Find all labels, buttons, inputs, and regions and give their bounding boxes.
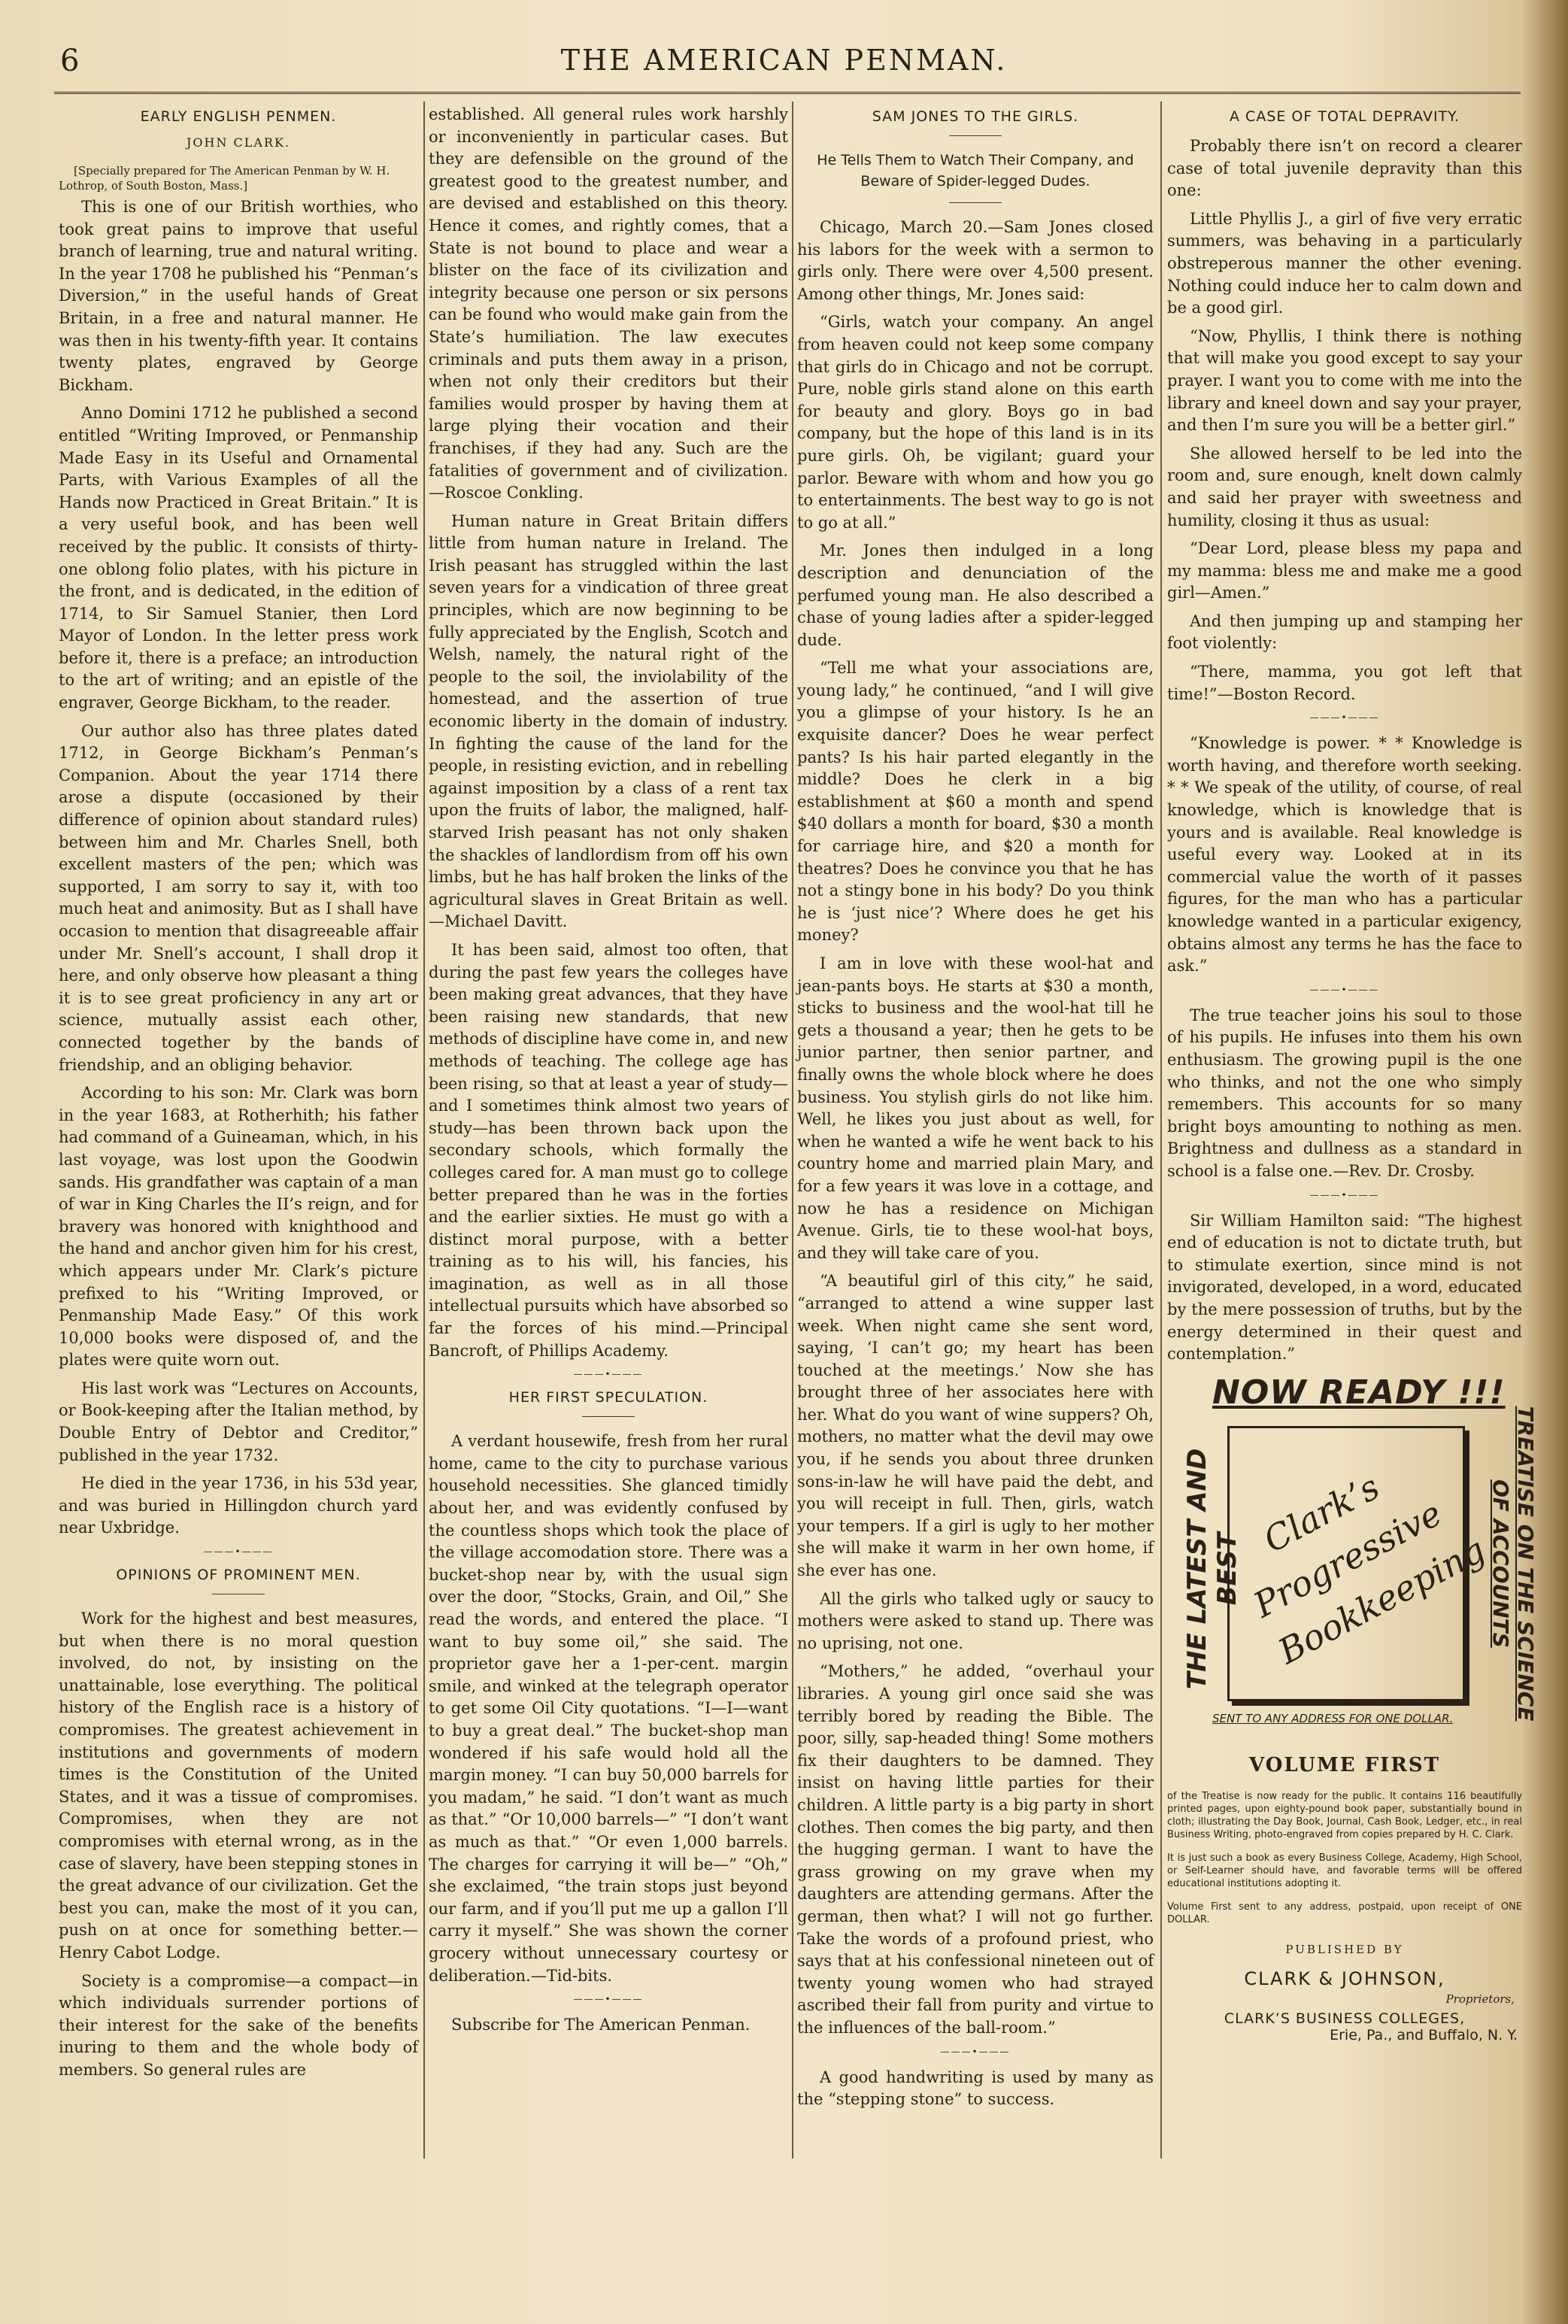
column-divider — [792, 102, 793, 2159]
column-2 — [429, 104, 788, 2043]
paragraph: Human nature in Great Britain differs little from human nature in Ireland. The Irish peasant has struggled within the last seven years for a vindication of three great principles, which are now beginning to be fully appreciated by the English, Scotch and Welsh, namely, the natural right of the people to the soil, the inviolability of the homestead, and the assertion of true economic liberty in the domain of industry. In fighting the cause of the land for the people, in resisting eviction, and in rebelling against imposition by a class of a rent tax upon the fruits of labor, the maligned, half-starved Irish peasant has not only shaken the shackles of landlordism from off his own limbs, but he has half broken the links of the agricultural slaves in Great Britain as well.—Michael Davitt. — [429, 511, 788, 931]
section-ornament: ———•——— — [1309, 984, 1380, 995]
paragraph: Subscribe for The American Penman. — [451, 2016, 751, 2034]
paragraph: A good handwriting is used by many as the “stepping stone” to success. — [797, 2068, 1154, 2109]
article-title: OPINIONS OF PROMINENT MEN. — [116, 1567, 361, 1584]
book-cover-illustration — [1227, 1426, 1492, 1701]
paragraph: She allowed herself to be led into the room and, sure enough, knelt down calmly and said her prayer with sweetness and humility, closing it thus as usual: — [1167, 444, 1522, 529]
paragraph: All the girls who talked ugly or saucy to mothers were asked to stand up. There was no uprising, not one. — [797, 1589, 1154, 1652]
article-credit: [Specially prepared for The American Penman by W. H. Lothrop, of South Boston, Mass.] — [59, 164, 390, 193]
section-ornament: ———•——— — [940, 2046, 1011, 2057]
article-byline: JOHN CLARK. — [186, 135, 291, 150]
column-divider — [1160, 102, 1162, 2159]
column-4 — [1167, 104, 1538, 2043]
ad-side-text-right: TREATISE ON THE SCIENCE OF ACCOUNTS — [1488, 1406, 1538, 1722]
paragraph: Sir William Hamilton said: “The highest end of education is not to dictate truth, but to stimulate exertion, since mind is not invigorated, developed, in a word, educated by the mere possession of truths, but by the energy determined in their quest and contemplation.” — [1167, 1211, 1522, 1364]
title-rule — [949, 135, 1002, 136]
ad-proprietors: Proprietors, — [1445, 1992, 1515, 2006]
ad-firm-name: CLARK & JOHNSON, — [1244, 1968, 1445, 1989]
paragraph: This is one of our British worthies, who took great pains to improve that useful branch of learning, true and natural writing. In the year 1708 he published his “Penman’s Diversion,” in the useful hands of Great Britain, in a free and natural manner. He was then in his twenty-fifth year. It contains twenty plates, engraved by George Bickham. — [59, 198, 418, 394]
paragraph: It has been said, almost too often, that during the past few years the colleges have been making great advances, that they have been raising new standards, that new methods of discipline have come in, and new methods of teaching. The college age has been rising, so that at least a year of study—and I sometimes think almost two years of study—has been thrown back upon the secondary schools, which formally the colleges cared for. A man must go to college better prepared than he was in the forties and the earlier sixties. He must go with a distinct moral purpose, with a better training as to his will, his fancies, his imagination, as well as in all those intellectual pursuits which have absorbed so far the forces of his mind.—Principal Bancroft, of Phillips Academy. — [429, 940, 788, 1360]
paragraph: Society is a compromise—a compact—in which individuals surrender portions of their interest for the sake of the benefits inuring to them and the whole body of members. So general rules are — [59, 1971, 418, 2079]
book-title: Clark’s Progressive Bookkeeping — [1247, 1466, 1492, 1672]
paragraph: Our author also has three plates dated 1712, in George Bickham’s Penman’s Companion. About the year 1714 there arose a dispute (occasioned by their difference of opinion about standard rules) between him and Mr. Charles Snell, both excellent masters of the pen; which was supported, I am sorry to say it, with too much heat and animosity. But as I shall have occasion to mention that disagreeable affair under Mr. Snell’s account, I shall drop it here, and only observe how pleasant a thing it is to see great proficiency in any art or science, mutually assist each other, connected together by the bands of friendship, and an obliging behavior. — [59, 721, 418, 1074]
paragraph: And then jumping up and stamping her foot violently: — [1167, 611, 1522, 653]
paragraph: The true teacher joins his soul to those of his pupils. He infuses into them his own enthusiasm. The growing pupil is the one who thinks, and not the one who simply remembers. This accounts for so many bright boys amounting to nothing as men. Brightness and dullness as a standard in school is a false one.—Rev. Dr. Crosby. — [1167, 1006, 1522, 1180]
paragraph: Mr. Jones then indulged in a long description and denunciation of the perfumed young man. He also described a chase of young ladies after a spider-legged dude. — [797, 542, 1154, 649]
page-number: 6 — [60, 44, 80, 78]
paragraph: Anno Domini 1712 he published a second entitled “Writing Improved, or Penmanship Made Easy in its Useful and Ornamental Parts, with Various Examples of all the Hands now Practiced in Great Britain.” It is a very useful book, and has been well received by the public. It consists of thirty-one oblong folio plates, with his picture in the front, and is dedicated, in the edition of 1714, to Sir Samuel Stanier, then Lord Mayor of London. In the letter press work before it, there is a preface; an introduction to the art of writing; and an epistle of the engraver, George Bickham, to the reader. — [59, 404, 418, 712]
paragraph: Chicago, March 20.—Sam Jones closed his labors for the week with a sermon to girls only. There were over 4,500 present. Among other things, Mr. Jones said: — [797, 218, 1154, 303]
paragraph: established. All general rules work harshly or inconveniently in particular cases. But they are defensible on the ground of the greatest good to the greatest number, and are devised and established on this theory. Hence it comes, and rightly comes, that a State is not bound to place and wear a blister on the face of its civilization and integrity because one person or six persons can be found who would make gain from the State’s humiliation. The law executes criminals and puts them away in a prison, when not only their creditors but their families would prosper by having them at large plying their vocation and their franchises, if they had any. Such are the fatalities of government and of civilization.—Roscoe Conkling. — [429, 105, 788, 502]
column-3 — [797, 104, 1154, 2117]
column-divider — [423, 102, 425, 2159]
ad-cities: Erie, Pa., and Buffalo, N. Y. — [1330, 2026, 1518, 2043]
ad-published-by: PUBLISHED BY — [1285, 1942, 1404, 1956]
paragraph: “Knowledge is power. * * Knowledge is worth having, and therefore worth seeking. * * We speak of the utility, of course, of real knowledge, which is knowledge that is yours and is available. Real knowledge is useful every way. Looked at in its commercial value the worth of it passes figures, for the man who has a particular knowledge wanted in a particular exigency, obtains almost any terms he has the face to ask.” — [1167, 734, 1522, 975]
article-title: SAM JONES TO THE GIRLS. — [872, 108, 1079, 125]
paragraph: “Girls, watch your company. An angel from heaven could not keep some company that girls do in Chicago and not be corrupt. Pure, noble girls stand alone on this earth for beauty and glory. Boys go in bad company, but the hope of this land is in its pure girls. Oh, be vigilant; guard your parlor. Beware with whom and how you go to entertainments. The best way to go is not to go at all.” — [797, 313, 1154, 532]
paragraph: “Tell me what your associations are, young lady,” he continued, “and I will give you a glimpse of your history. Is he an exquisite dancer? Does he wear perfect pants? Is his hair parted elegantly in the middle? Does he clerk in a big establishment at $60 a month and spend $40 dollars a month for board, $30 a month for carriage hire, and $20 a month for theatres? Does he convince you that he has not a stingy bone in his body? Do you think he is ‘just nice’? Where does he get his money? — [797, 659, 1154, 945]
paragraph: According to his son: Mr. Clark was born in the year 1683, at Rotherhith; his father had command of a Guineaman, which, in his last voyage, was lost upon the Goodwin sands. His grandfather was captain of a man of war in King Charles the II’s reign, and for bravery was honored with knighthood and the hand and anchor given him for his crest, which appears under Mr. Clark’s picture prefixed to his “Writing Improved, or Penmanship Made Easy.” Of this work 10,000 books were disposed of, and the plates were quite worn out. — [59, 1084, 418, 1370]
paragraph: “A beautiful girl of this city,” he said, “arranged to attend a wine supper last week. When night came she sent word, saying, ‘I can’t go; my heart has been touched at the meetings.’ Now she has brought three of her associates here with her. What do you want of wine suppers? Oh, mothers, no matter what the devil may owe you, if he sends you about three drunken sons-in-law he will have paid the debt, and you will receipt in full. Then, girls, watch your tempers. If a girl is ugly to her mother she will make it warm in her own home, if she ever has one. — [797, 1272, 1154, 1580]
ad-volume-title: VOLUME FIRST — [1249, 1753, 1440, 1776]
masthead-title: THE AMERICAN PENMAN. — [560, 44, 1008, 77]
section-ornament: ———•——— — [1309, 1189, 1380, 1200]
article-title: A CASE OF TOTAL DEPRAVITY. — [1230, 108, 1460, 125]
ad-side-text-left: THE LATEST AND BEST — [1182, 1448, 1242, 1689]
article-title: EARLY ENGLISH PENMEN. — [140, 108, 337, 125]
section-ornament: ———•——— — [1309, 712, 1380, 724]
paragraph: Work for the highest and best measures, but when there is no moral question involved, do not, by insisting on the unattainable, lose everything. The political history of the English race is a history of compromises. The greatest achievement in institutions and governments of modern times is the Constitution of the United States, and it was a tissue of compromises. Compromises, when they are not compromises with eternal wrong, as in the case of slavery, have been stepping stones in the great advance of our civilization. Get the best you can, make the most of it you can, push on at once for something better.—Henry Cabot Lodge. — [59, 1610, 418, 1961]
section-ornament: ———•——— — [203, 1546, 274, 1558]
header-rule — [54, 92, 1521, 94]
title-rule — [949, 202, 1002, 203]
paragraph: “There, mamma, you got left that time!”—Boston Record. — [1167, 663, 1522, 703]
paragraph: He died in the year 1736, in his 53d year, and was buried in Hillingdon church yard near Uxbridge. — [59, 1474, 418, 1537]
ad-description: of the Treatise is now ready for the public. It contains 116 beautifully printed pages, upon eighty-pound book paper, substantially bound in cloth; illustrating the Day Book, Journal, Cash Book, Ledger, etc., in real Business Writing, photo-engraved from copies prepared by H. C. Clark. — [1167, 1790, 1522, 1840]
ad-send-note: SENT TO ANY ADDRESS FOR ONE DOLLAR. — [1212, 1711, 1454, 1725]
section-ornament: ———•——— — [573, 1994, 644, 2005]
ad-headline: NOW READY !!! — [1212, 1373, 1506, 1412]
ad-description: It is just such a book as every Business College, Academy, High School, or Self-Learner should have, and favorable terms will be offered educational institutions adopting it. — [1167, 1852, 1522, 1889]
paragraph: A verdant housewife, fresh from her rural home, came to the city to purchase various household necessities. She glanced timidly about her, and was evidently confused by the countless shops which took the place of the village accomodation store. There was a bucket-shop near by, with the usual sign over the door, “Stocks, Grain, and Oil,” She read the words, and entered the place. “I want to buy some oil,” she said. The proprietor gave her a 1-per-cent. margin smile, and winked at the telegraph operator to get some Oil City quotations. “I—I—want to buy a great deal.” The bucket-shop man wondered if his safe would hold all the margin money. “I can buy 50,000 barrels for you madam,” he said. “I don’t want as much as that.” “Or 10,000 barrels—” “I don’t want as much as that.” “Or even 1,000 barrels. The charges for carrying it will be—” “Oh,” she exclaimed, “the train stops just beyond our farm, and if you’ll put me up a gallon I’ll carry it myself.” She was shown the corner grocery without unnecessary courtesy or deliberation.—Tid-bits. — [429, 1432, 788, 1985]
section-ornament: ———•——— — [573, 1369, 644, 1380]
article-title: HER FIRST SPECULATION. — [508, 1389, 708, 1406]
paragraph: Probably there isn’t on record a clearer case of total juvenile depravity than this one: — [1167, 137, 1522, 200]
title-rule — [582, 1416, 635, 1417]
paragraph: “Dear Lord, please bless my papa and my mamma: bless me and make me a good girl—Amen.” — [1167, 539, 1522, 602]
paragraph: His last work was “Lectures on Accounts, or Book-keeping after the Italian method, by Double Entry of Debtor and Creditor,” published in the year 1732. — [59, 1379, 418, 1464]
paragraph: “Now, Phyllis, I think there is nothing that will make you good except to say your prayer. I want you to come with me into the library and kneel down and say your prayer, and then I’m sure you will be a better girl.” — [1167, 326, 1522, 435]
article-subtitle: He Tells Them to Watch Their Company, and Beware of Spider-legged Dudes. — [817, 152, 1134, 190]
ad-description: Volume First sent to any address, postpaid, upon receipt of ONE DOLLAR. — [1167, 1901, 1522, 1925]
paragraph: I am in love with these wool-hat and jean-pants boys. He starts at $30 a month, sticks to business and the wool-hat till he gets a thousand a year; then he gets to be junior partner, then senior partner, and finally owns the whole block where he does business. You stylish girls do not like him. Well, he likes you just about as well, for when he wanted a wife he went back to his country home and married plain Mary, and for a few years it was love in a cottage, and now he has a residence on Michigan Avenue. Girls, tie to these wool-hat boys, and they will take care of you. — [797, 954, 1154, 1262]
paragraph: Little Phyllis J., a girl of five very erratic summers, was behaving in a particularly obstreperous manner the other evening. Nothing could induce her to calm down and be a good girl. — [1167, 209, 1522, 317]
ad-colleges: CLARK’S BUSINESS COLLEGES, — [1224, 2010, 1466, 2027]
paragraph: “Mothers,” he added, “overhaul your libraries. A young girl once said she was terribly bored by reading the Bible. The poor, silly, sap-headed thing! Some mothers fix their daughters to be damned. They insist on having little parties for their children. A little party is a big party in short clothes. Then comes the big party, and then the hugging german. I want to have the grass growing on my grave when my daughters are attending germans. After the german, then what? I will not go further. Take the words of a profound priest, who says that at his confessional nineteen out of twenty young women who had strayed ascribed their fall from purity and virtue to the influences of the ball-room.” — [797, 1662, 1154, 2037]
advertisement-illustration — [1167, 1373, 1538, 1734]
column-1 — [59, 104, 418, 2088]
